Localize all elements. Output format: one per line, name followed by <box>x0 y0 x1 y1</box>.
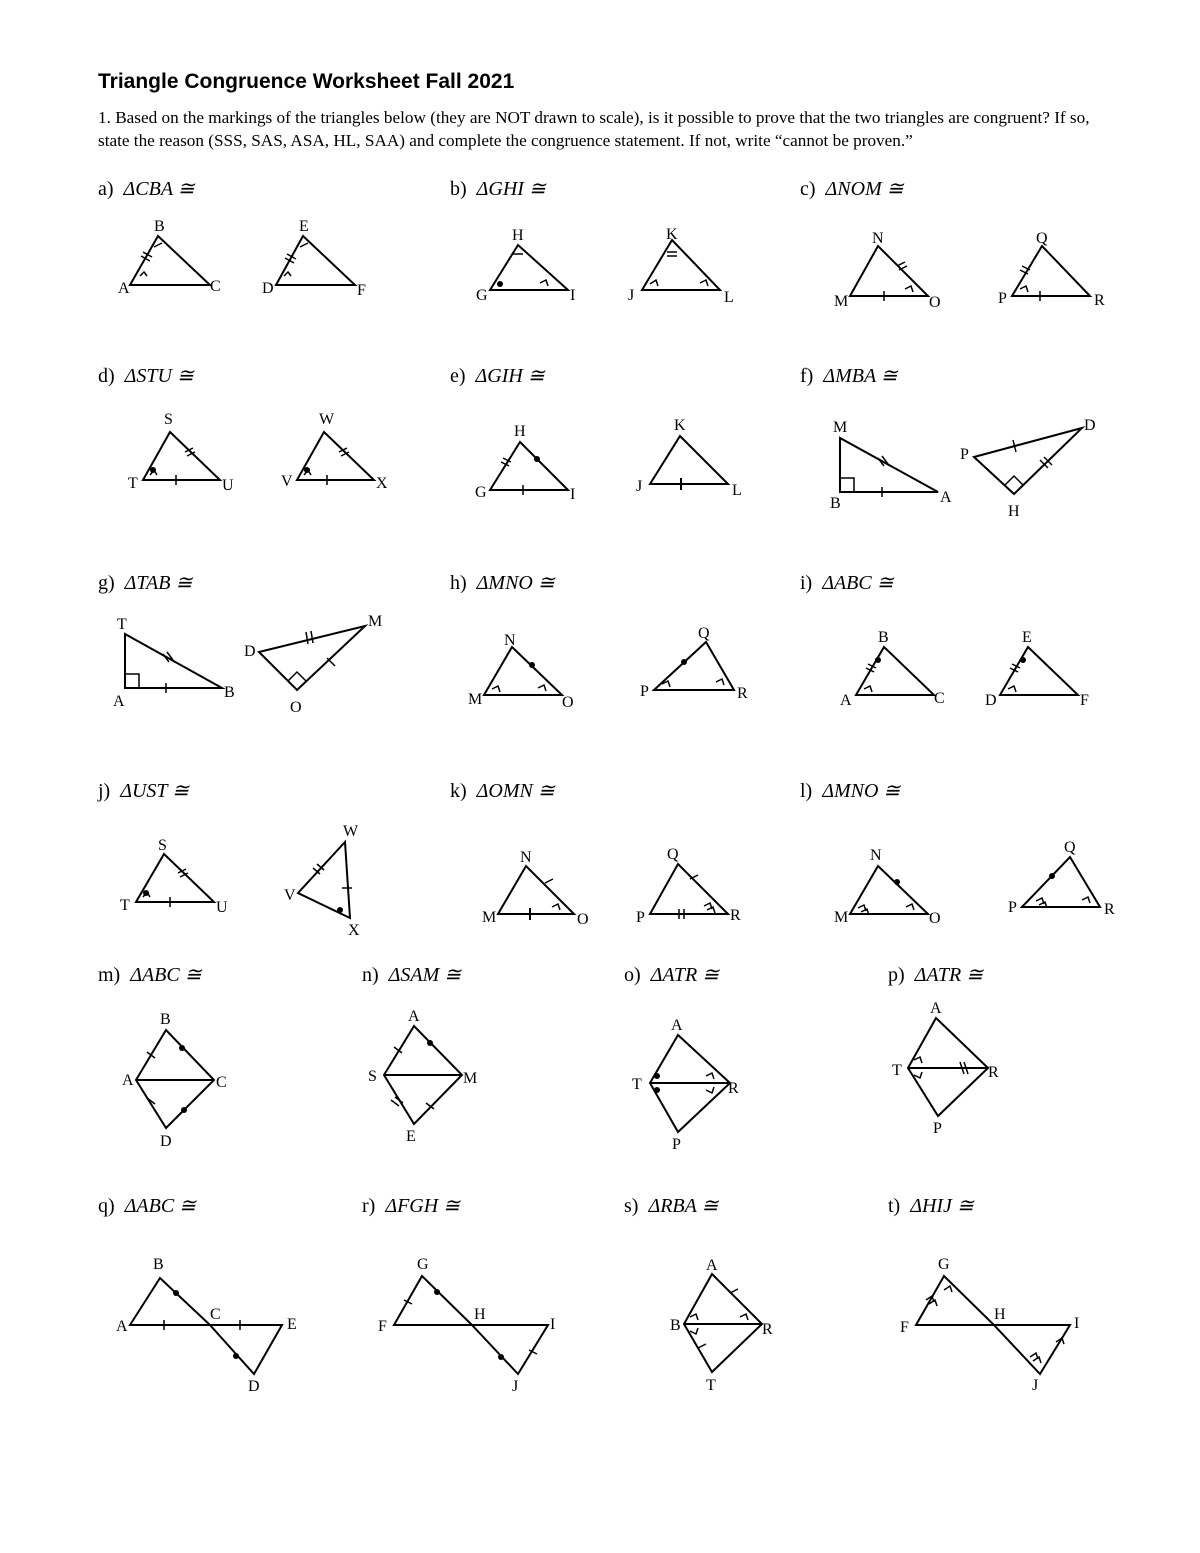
vertex-label: B <box>153 1256 164 1273</box>
vertex-label: A <box>671 1017 683 1034</box>
triangle-pqr-k <box>650 864 728 914</box>
instructions-text: 1. Based on the markings of the triangles below (they are NOT drawn to scale), is it possible to prove that the two triangles are congruent? If so, state the reason (SSS, SAS, ASA, HL, SAA) and complete the congruence statement. If not, write “cannot be proven.” <box>98 108 1090 150</box>
vertex-label: A <box>116 1318 128 1335</box>
vertex-label: H <box>1008 503 1020 520</box>
triangle-abc-q <box>130 1278 210 1325</box>
vertex-label: B <box>878 629 889 646</box>
vertex-label: T <box>120 897 130 914</box>
problem-k-label: k) ΔOMN ≅ <box>450 780 555 802</box>
vertex-label: B <box>670 1317 681 1334</box>
vertex-label: Q <box>1064 839 1076 856</box>
vertex-label: S <box>158 837 167 854</box>
triangle-pdh <box>974 428 1082 494</box>
vertex-label: M <box>482 909 497 926</box>
vertex-label: C <box>934 690 945 707</box>
vertex-label: D <box>1084 417 1096 434</box>
vertex-label: F <box>357 282 366 299</box>
vertex-label: F <box>378 1318 387 1335</box>
vertex-label: B <box>160 1011 171 1028</box>
vertex-label: P <box>998 290 1007 307</box>
figure-m <box>122 1011 227 1150</box>
vertex-label: T <box>117 616 127 633</box>
vertex-label: A <box>840 692 852 709</box>
problem-f-label: f) ΔMBA ≅ <box>800 365 898 387</box>
figure-t <box>900 1256 1079 1394</box>
problem-g-label: g) ΔTAB ≅ <box>98 572 193 594</box>
vertex-label: D <box>248 1378 260 1395</box>
vertex-label: P <box>1008 899 1017 916</box>
vertex-label: I <box>570 287 576 304</box>
problem-c-label: c) ΔNOM ≅ <box>800 178 904 200</box>
problem-h-label: h) ΔMNO ≅ <box>450 572 555 594</box>
vertex-label: C <box>210 278 221 295</box>
vertex-label: I <box>1074 1315 1080 1332</box>
vertex-label: L <box>724 289 734 306</box>
vertex-label: I <box>570 486 576 503</box>
vertex-label: E <box>299 218 309 235</box>
vertex-label: N <box>870 847 882 864</box>
problem-t-label: t) ΔHIJ ≅ <box>888 1195 974 1217</box>
problem-b-label: b) ΔGHI ≅ <box>450 178 546 200</box>
vertex-label: R <box>1104 901 1115 918</box>
problem-n-label: n) ΔSAM ≅ <box>362 964 462 986</box>
figure-l <box>834 839 1115 927</box>
figure-s <box>670 1257 773 1394</box>
triangle-vwx <box>297 432 374 480</box>
vertex-label: H <box>514 423 526 440</box>
problem-a-label: a) ΔCBA ≅ <box>98 178 195 200</box>
vertex-label: F <box>900 1319 909 1336</box>
vertex-label: A <box>118 280 130 297</box>
triangle-hij-t <box>994 1325 1070 1374</box>
vertex-label: A <box>706 1257 718 1274</box>
figure-c <box>834 230 1105 311</box>
figure-i <box>840 629 1089 709</box>
vertex-label: H <box>512 227 524 244</box>
vertex-label: W <box>343 823 359 840</box>
vertex-label: M <box>468 691 483 708</box>
vertex-label: Q <box>1036 230 1048 247</box>
vertex-label: M <box>463 1070 478 1087</box>
triangle-ghi-e <box>490 442 568 490</box>
triangle-stu <box>143 432 220 480</box>
vertex-label: R <box>988 1064 999 1081</box>
triangle-hij <box>472 1325 548 1374</box>
problem-e-label: e) ΔGIH ≅ <box>450 365 545 387</box>
problem-m-label: m) ΔABC ≅ <box>98 964 202 986</box>
vertex-label: M <box>834 909 849 926</box>
vertex-label: P <box>640 683 649 700</box>
vertex-label: H <box>994 1306 1006 1323</box>
vertex-label: A <box>122 1072 134 1089</box>
triangle-pqr <box>1012 246 1090 296</box>
vertex-label: W <box>319 411 335 428</box>
triangle-fgh-t <box>916 1276 994 1325</box>
triangle-abc <box>130 236 210 285</box>
figure-k <box>482 846 741 928</box>
vertex-label: J <box>1032 1377 1039 1394</box>
vertex-label: G <box>938 1256 950 1273</box>
figure-j <box>120 823 360 939</box>
vertex-label: B <box>830 495 841 512</box>
vertex-label: U <box>216 899 228 916</box>
vertex-label: M <box>833 419 848 436</box>
figure-o <box>632 1017 739 1153</box>
vertex-label: I <box>550 1316 556 1333</box>
vertex-label: P <box>636 909 645 926</box>
problem-j-label: j) ΔUST ≅ <box>98 780 189 802</box>
vertex-label: X <box>348 922 360 939</box>
vertex-label: U <box>222 477 234 494</box>
triangle-jkl <box>642 240 720 290</box>
figure-q <box>116 1256 297 1395</box>
vertex-label: T <box>128 475 138 492</box>
problem-d-label: d) ΔSTU ≅ <box>98 365 194 387</box>
vertex-label: D <box>262 280 274 297</box>
vertex-label: J <box>636 478 643 495</box>
vertex-label: P <box>933 1120 942 1137</box>
figure-g <box>113 613 382 716</box>
problem-r-label: r) ΔFGH ≅ <box>362 1195 460 1217</box>
figure-b <box>476 226 734 306</box>
vertex-label: R <box>730 907 741 924</box>
figure-h <box>468 625 748 711</box>
vertex-label: N <box>520 849 532 866</box>
triangle-cde <box>210 1325 282 1374</box>
vertex-label: D <box>985 692 997 709</box>
triangle-jkl-e <box>650 436 728 484</box>
vertex-label: O <box>929 294 941 311</box>
vertex-label: J <box>628 287 635 304</box>
vertex-label: A <box>930 1000 942 1017</box>
vertex-label: J <box>512 1378 519 1395</box>
vertex-label: O <box>562 694 574 711</box>
vertex-label: Q <box>667 846 679 863</box>
vertex-label: O <box>929 910 941 927</box>
vertex-label: D <box>160 1133 172 1150</box>
vertex-label: K <box>666 226 678 243</box>
figure-e <box>475 417 742 503</box>
triangle-mno <box>850 246 928 296</box>
vertex-label: R <box>762 1321 773 1338</box>
vertex-label: G <box>475 484 487 501</box>
vertex-label: R <box>728 1080 739 1097</box>
figure-r <box>378 1256 555 1395</box>
vertex-label: M <box>834 293 849 310</box>
vertex-label: E <box>1022 629 1032 646</box>
vertex-label: A <box>940 489 952 506</box>
problem-o-label: o) ΔATR ≅ <box>624 964 719 986</box>
triangle-def <box>276 236 355 285</box>
vertex-label: N <box>504 632 516 649</box>
vertex-label: B <box>154 218 165 235</box>
vertex-label: T <box>632 1076 642 1093</box>
vertex-label: H <box>474 1306 486 1323</box>
vertex-label: N <box>872 230 884 247</box>
problem-s-label: s) ΔRBA ≅ <box>624 1195 719 1217</box>
vertex-label: F <box>1080 692 1089 709</box>
vertex-label: A <box>113 693 125 710</box>
figure-a <box>118 218 366 299</box>
vertex-label: V <box>284 887 296 904</box>
problem-i-label: i) ΔABC ≅ <box>800 572 894 594</box>
problem-q-label: q) ΔABC ≅ <box>98 1195 196 1217</box>
vertex-label: B <box>224 684 235 701</box>
vertex-label: R <box>1094 292 1105 309</box>
problem-l-label: l) ΔMNO ≅ <box>800 780 901 802</box>
vertex-label: P <box>672 1136 681 1153</box>
triangle-mno-k <box>498 866 574 914</box>
vertex-label: A <box>408 1008 420 1025</box>
vertex-label: V <box>281 473 293 490</box>
vertex-label: E <box>406 1128 416 1145</box>
problem-p-label: p) ΔATR ≅ <box>888 964 983 986</box>
figure-n <box>368 1008 477 1145</box>
vertex-label: G <box>476 287 488 304</box>
vertex-label: P <box>960 446 969 463</box>
vertex-label: L <box>732 482 742 499</box>
vertex-label: R <box>737 685 748 702</box>
worksheet-title: Triangle Congruence Worksheet Fall 2021 <box>98 70 515 93</box>
triangle-vwx-j <box>298 842 350 918</box>
vertex-label: T <box>706 1377 716 1394</box>
figure-d <box>128 411 388 494</box>
vertex-label: D <box>244 643 256 660</box>
vertex-label: T <box>892 1062 902 1079</box>
vertex-label: O <box>290 699 302 716</box>
vertex-label: E <box>287 1316 297 1333</box>
vertex-label: S <box>164 411 173 428</box>
vertex-label: Q <box>698 625 710 642</box>
vertex-label: S <box>368 1068 377 1085</box>
vertex-label: K <box>674 417 686 434</box>
figure-f <box>830 417 1096 520</box>
vertex-label: M <box>368 613 383 630</box>
vertex-label: G <box>417 1256 429 1273</box>
vertex-label: C <box>210 1306 221 1323</box>
vertex-label: X <box>376 475 388 492</box>
vertex-label: C <box>216 1074 227 1091</box>
figure-p <box>892 1000 999 1137</box>
vertex-label: O <box>577 911 589 928</box>
